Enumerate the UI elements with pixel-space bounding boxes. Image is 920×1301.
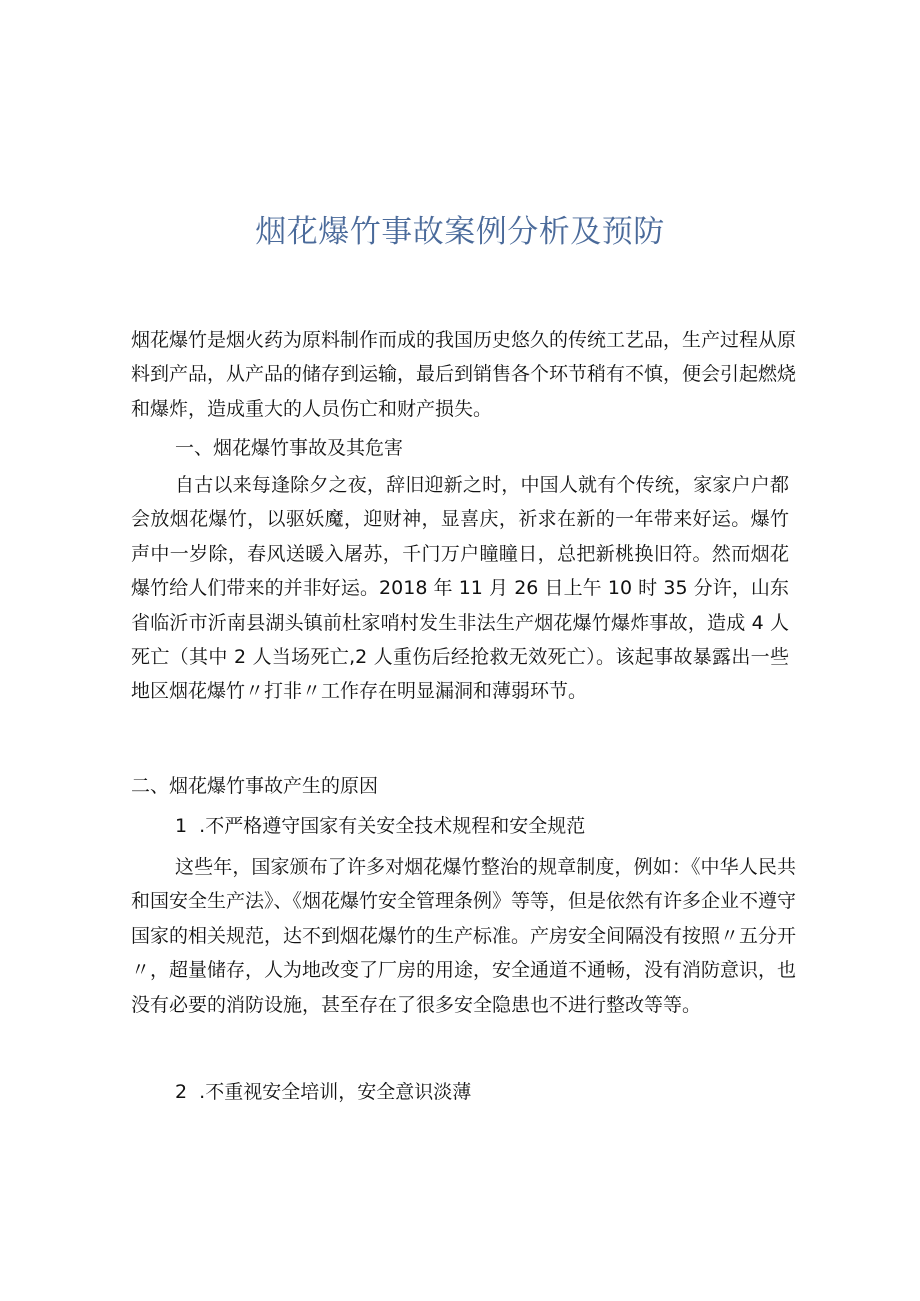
section2-heading: 二、烟花爆竹事故产生的原因: [131, 775, 379, 797]
item2-heading: 2 .不重视安全培训，安全意识淡薄: [175, 1081, 472, 1103]
item1-heading: 1 .不严格遵守国家有关安全技术规程和安全规范: [175, 815, 586, 837]
section1-paragraph: 自古以来每逢除夕之夜，辞旧迎新之时，中国人就有个传统，家家户户都会放烟花爆竹，以驱妖魔，迎财神，显喜庆，祈求在新的一年带来好运。爆竹声中一岁除，春风送暖入屠苏，千门万户瞳瞳日，总把新桃换旧符。然而烟花爆竹给人们带来的并非好运。2018 年 11 月 26 日上午 10 时 35 分许，山东省临沂市沂南县湖头镇前杜家哨村发生非法生产烟花爆竹爆炸事故，造成 4 人死亡（其中 2 人当场死亡,2 人重伤后经抢救无效死亡）。该起事故暴露出一些地区烟花爆竹〃打非〃工作存在明显漏洞和薄弱环节。: [131, 474, 789, 703]
intro-paragraph: 烟花爆竹是烟火药为原料制作而成的我国历史悠久的传统工艺品，生产过程从原料到产品，从产品的储存到运输，最后到销售各个环节稍有不慎，便会引起燃烧和爆炸，造成重大的人员伤亡和财产损失。: [131, 329, 797, 420]
section1-heading: 一、烟花爆竹事故及其危害: [175, 437, 404, 459]
item1-paragraph: 这些年，国家颁布了许多对烟花爆竹整治的规章制度，例如：《中华人民共和国安全生产法》、《烟花爆竹安全管理条例》等等，但是依然有许多企业不遵守国家的相关规范，达不到烟花爆竹的生产标准。产房安全间隔没有按照〃五分开〃，超量储存，人为地改变了厂房的用途，安全通道不通畅，没有消防意识，也没有必要的消防设施，甚至存在了很多安全隐患也不进行整改等等。: [131, 856, 797, 1016]
document-title: 烟花爆竹事故案例分析及预防: [255, 214, 665, 250]
